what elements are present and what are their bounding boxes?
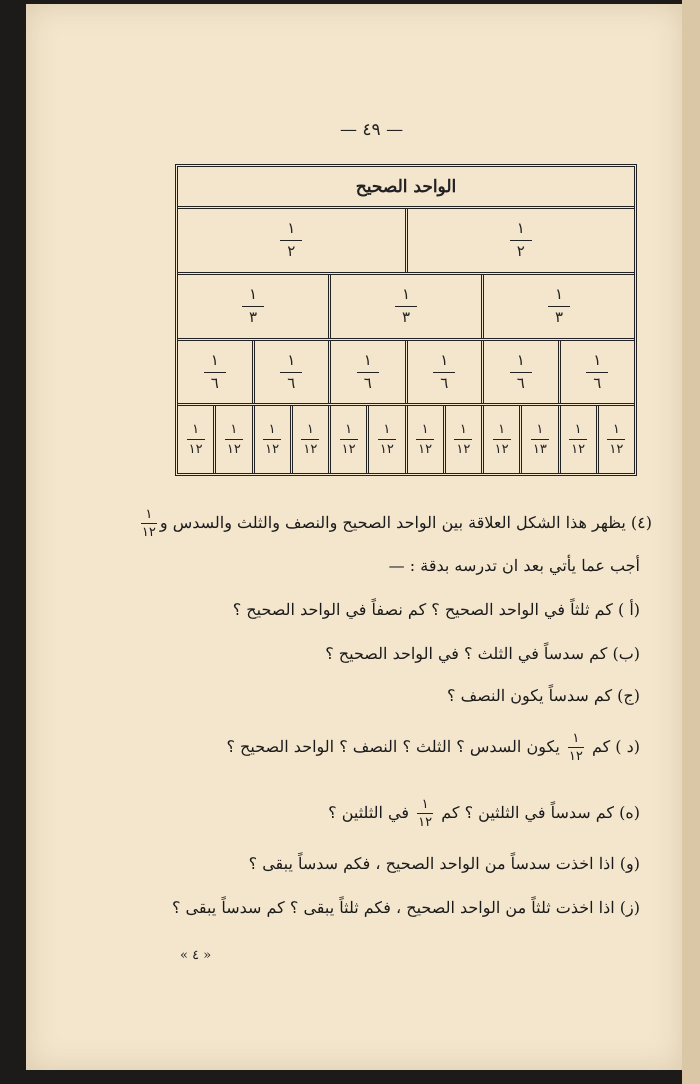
- diagram-title: الواحد الصحيح: [178, 167, 634, 209]
- fraction-cell: [252, 406, 290, 473]
- fraction-cell: [328, 275, 481, 338]
- frac-num: ١: [306, 421, 314, 437]
- fraction-cell: [596, 406, 634, 473]
- fraction: [301, 423, 319, 457]
- exercise-intro: [138, 508, 652, 539]
- fraction: [378, 423, 396, 457]
- fraction: [607, 423, 625, 457]
- frac-num: ١: [574, 421, 582, 437]
- fraction-cell: [252, 341, 329, 404]
- fraction-cell: [405, 341, 482, 404]
- footer-mark: « ٤ »: [180, 948, 212, 963]
- frac-num: ١: [210, 350, 219, 369]
- fraction-diagram: [175, 164, 637, 476]
- page-number: — ٤٩ —: [340, 120, 404, 140]
- frac-num: ١: [612, 421, 620, 437]
- fraction: [433, 350, 455, 392]
- frac-num: ١: [572, 731, 580, 746]
- frac-num: ١: [363, 350, 372, 369]
- frac-num: ١: [421, 421, 429, 437]
- fraction: [531, 423, 549, 457]
- frac-num: ١: [287, 219, 296, 238]
- exercise-intro-text: يظهر هذا الشكل العلاقة بين الواحد الصحيح والنصف والثلث والسدس و: [159, 513, 626, 532]
- twelfth-fraction: [141, 508, 157, 539]
- question-e-start: (ه) كم سدساً في الثلثين ؟ كم: [441, 803, 640, 822]
- frac-den: ٣: [554, 307, 564, 326]
- fraction: [280, 221, 302, 260]
- fraction-cell: [178, 341, 252, 404]
- frac-num: ١: [536, 421, 544, 437]
- frac-den: ١٢: [568, 749, 583, 764]
- fraction: [395, 287, 417, 326]
- frac-den: ١٢: [456, 442, 471, 458]
- frac-den: ٢: [516, 242, 525, 261]
- fraction: [187, 423, 205, 457]
- fraction-cell: [328, 406, 366, 473]
- fraction-cell: [558, 406, 596, 473]
- frac-den: ٣: [248, 307, 258, 326]
- question-c: (ج) كم سدساً يكون النصف ؟: [447, 686, 640, 705]
- frac-den: ٣: [401, 307, 411, 326]
- sixths-row: [178, 341, 634, 407]
- page-edge: [682, 0, 700, 1084]
- frac-num: ١: [230, 421, 238, 437]
- frac-den: ١٢: [303, 442, 318, 458]
- question-g: (ز) اذا اخذت ثلثاً من الواحد الصحيح ، فكم ثلثاً يبقى ؟ كم سدساً يبقى ؟: [171, 898, 640, 917]
- fraction: [263, 423, 281, 457]
- frac-den: ١٢: [494, 442, 509, 458]
- frac-num: ١: [593, 350, 602, 369]
- frac-den: ٦: [593, 373, 602, 392]
- exercise-label: (٤): [630, 513, 652, 532]
- fraction: [340, 423, 358, 457]
- twelfths-row: [178, 406, 634, 473]
- fraction: [242, 287, 264, 326]
- fraction-cell: [405, 406, 443, 473]
- fraction: [416, 423, 434, 457]
- frac-den: ١٢: [141, 525, 156, 540]
- frac-num: ١: [248, 285, 258, 304]
- frac-num: ١: [383, 421, 391, 437]
- frac-num: ١: [440, 350, 449, 369]
- frac-den: ٦: [287, 373, 296, 392]
- frac-num: ١: [401, 285, 411, 304]
- fraction: [204, 350, 226, 392]
- thirds-row: [178, 275, 634, 341]
- fraction: [225, 423, 243, 457]
- fraction-cell: [328, 341, 405, 404]
- frac-den: ١٢: [265, 442, 280, 458]
- question-e: [328, 798, 640, 829]
- question-a: (أ ) كم ثلثاً في الواحد الصحيح ؟ كم نصفاً في الواحد الصحيح ؟: [232, 600, 640, 619]
- frac-den: ١٢: [571, 442, 586, 458]
- fraction-cell: [178, 406, 213, 473]
- frac-num: ١: [287, 350, 296, 369]
- frac-num: ١: [145, 507, 153, 522]
- fraction: [569, 423, 587, 457]
- fraction-cell: [519, 406, 557, 473]
- fraction-cell: [178, 209, 405, 272]
- frac-den: ١٣: [532, 442, 547, 458]
- frac-num: ١: [268, 421, 276, 437]
- halves-row: [178, 209, 634, 275]
- frac-den: ٦: [440, 373, 449, 392]
- fraction: [548, 287, 570, 326]
- twelfth-fraction: [417, 798, 433, 829]
- frac-num: ١: [459, 421, 467, 437]
- fraction-cell: [213, 406, 251, 473]
- instruction: أجب عما يأتي بعد ان تدرسه بدقة : —: [388, 556, 640, 575]
- fraction-cell: [178, 275, 328, 338]
- fraction-cell: [443, 406, 481, 473]
- frac-den: ٢: [287, 242, 296, 261]
- question-f: (و) اذا اخذت سدساً من الواحد الصحيح ، فكم سدساً يبقى ؟: [248, 854, 640, 873]
- fraction: [510, 350, 532, 392]
- frac-den: ١٢: [609, 442, 624, 458]
- fraction: [586, 350, 608, 392]
- frac-num: ١: [498, 421, 506, 437]
- frac-num: ١: [516, 219, 525, 238]
- fraction-cell: [481, 275, 634, 338]
- question-b: (ب) كم سدساً في الثلث ؟ في الواحد الصحيح ؟: [325, 644, 640, 663]
- frac-den: ١٢: [226, 442, 241, 458]
- fraction: [357, 350, 379, 392]
- frac-den: ٦: [516, 373, 525, 392]
- frac-den: ١٢: [379, 442, 394, 458]
- twelfth-fraction: [568, 732, 584, 763]
- fraction-cell: [481, 406, 519, 473]
- frac-den: ٦: [210, 373, 219, 392]
- fraction-cell: [405, 209, 635, 272]
- question-e-end: في الثلثين ؟: [328, 803, 410, 822]
- question-d-start: (د ) كم: [591, 737, 640, 756]
- frac-den: ١٢: [188, 442, 203, 458]
- fraction-cell: [366, 406, 404, 473]
- fraction-cell: [290, 406, 328, 473]
- frac-num: ١: [192, 421, 200, 437]
- fraction: [510, 221, 532, 260]
- fraction-cell: [558, 341, 635, 404]
- frac-den: ٦: [363, 373, 372, 392]
- frac-num: ١: [516, 350, 525, 369]
- frac-num: ١: [345, 421, 353, 437]
- fraction-cell: [481, 341, 558, 404]
- fraction: [280, 350, 302, 392]
- frac-num: ١: [421, 797, 429, 812]
- frac-den: ١٢: [418, 442, 433, 458]
- fraction: [454, 423, 472, 457]
- question-d-end: يكون السدس ؟ الثلث ؟ النصف ؟ الواحد الصحيح ؟: [226, 737, 560, 756]
- frac-den: ١٢: [341, 442, 356, 458]
- frac-num: ١: [554, 285, 564, 304]
- fraction: [493, 423, 511, 457]
- question-d: [226, 732, 640, 763]
- frac-den: ١٢: [418, 815, 433, 830]
